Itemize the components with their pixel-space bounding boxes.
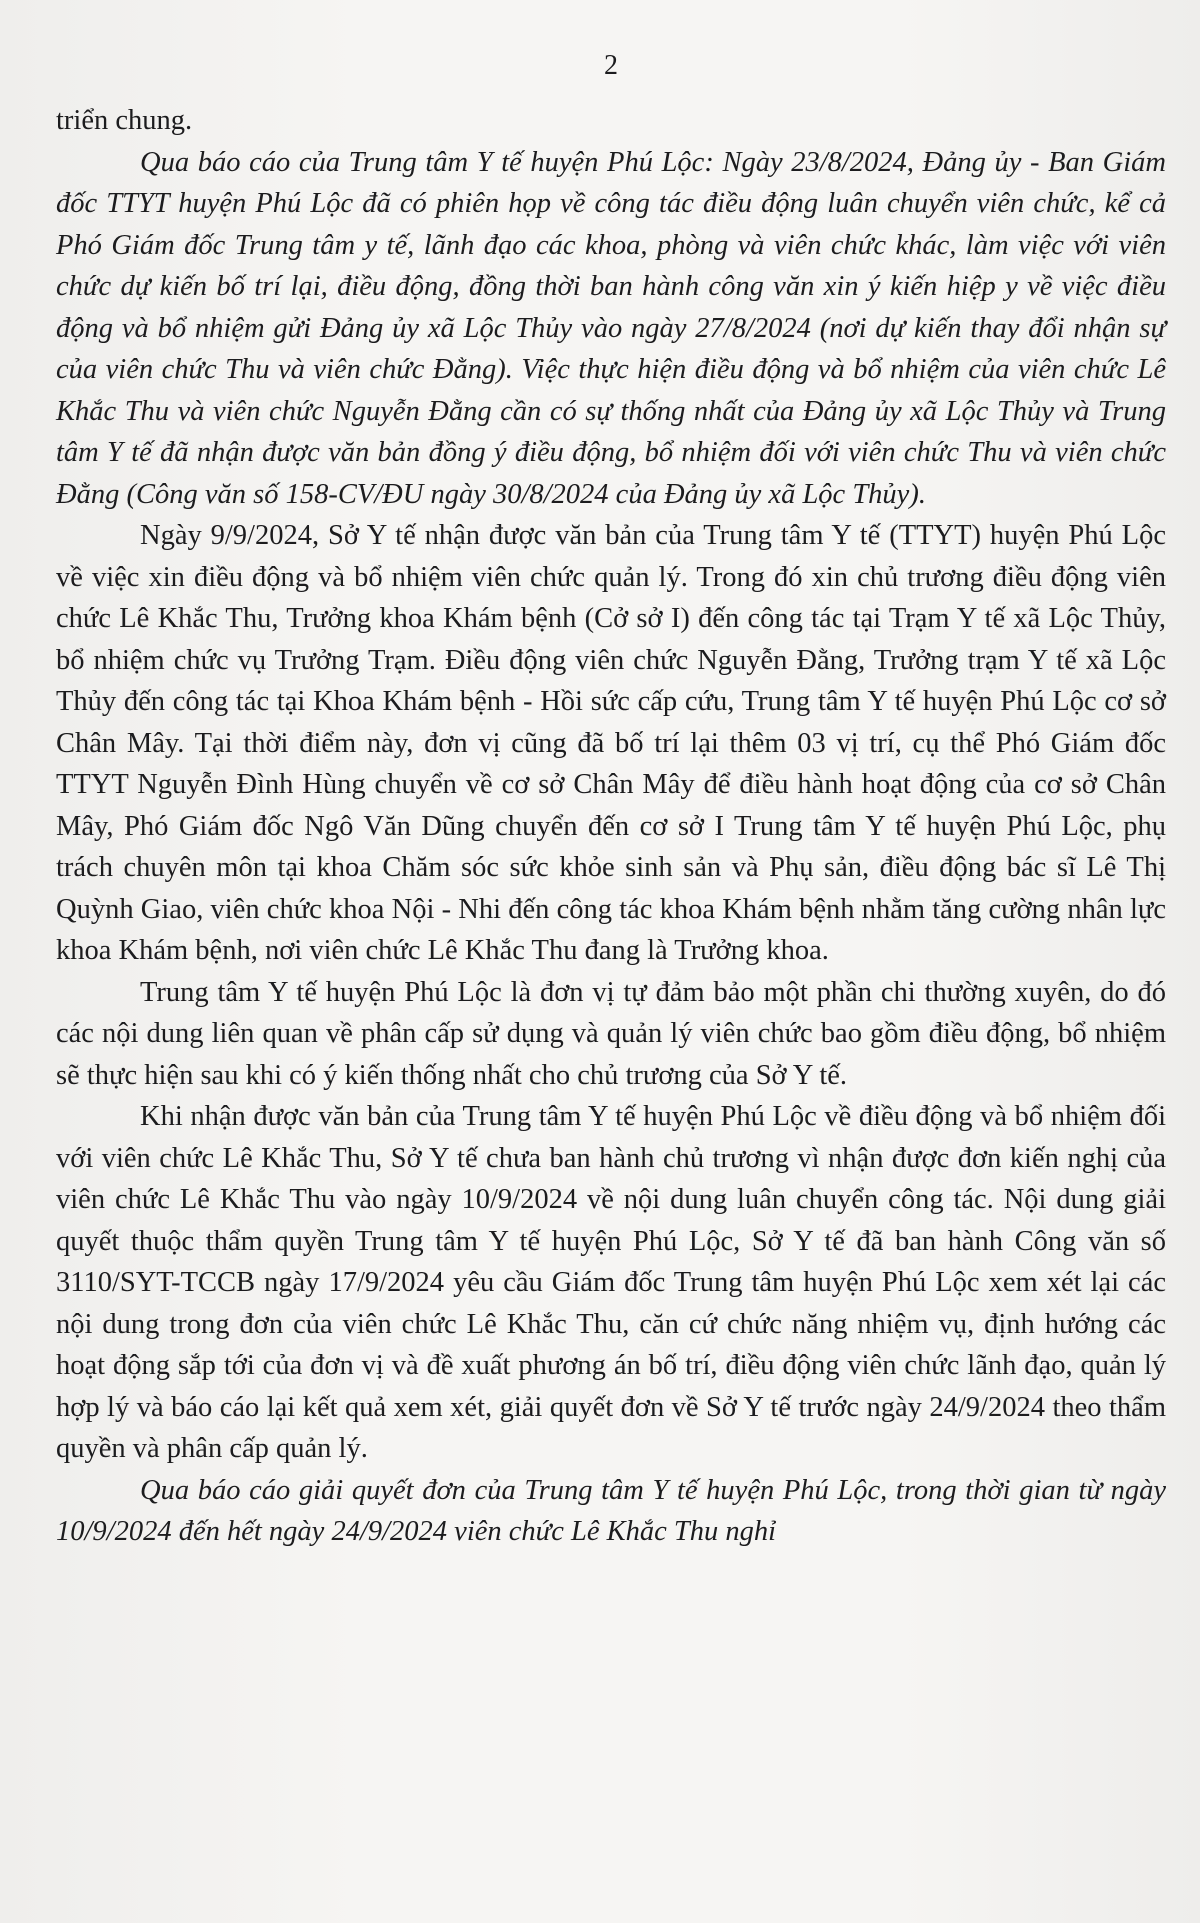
page-number: 2 (604, 50, 618, 81)
document-body (56, 100, 1166, 1553)
paragraph-department-response: Khi nhận được văn bản của Trung tâm Y tế huyện Phú Lộc về điều động và bổ nhiệm đối với viên chức Lê Khắc Thu, Sở Y tế chưa ban hành chủ trương vì nhận được đơn kiến nghị của viên chức Lê Khắc Thu vào ngày 10/9/2024 về nội dung luân chuyển công tác. Nội dung giải quyết thuộc thẩm quyền Trung tâm Y tế huyện Phú Lộc, Sở Y tế đã ban hành Công văn số 3110/SYT-TCCB ngày 17/9/2024 yêu cầu Giám đốc Trung tâm huyện Phú Lộc xem xét lại các nội dung trong đơn của viên chức Lê Khắc Thu, căn cứ chức năng nhiệm vụ, định hướng các hoạt động sắp tới của đơn vị và đề xuất phương án bố trí, điều động viên chức lãnh đạo, quản lý hợp lý và báo cáo lại kết quả xem xét, giải quyết đơn về Sở Y tế trước ngày 24/9/2024 theo thẩm quyền và phân cấp quản lý. (56, 1101, 1166, 1464)
paragraph-continuation: triển chung. (56, 105, 193, 136)
paragraph-report-summary: Qua báo cáo của Trung tâm Y tế huyện Phú Lộc: Ngày 23/8/2024, Đảng ủy - Ban Giám đốc TTYT huyện Phú Lộc đã có phiên họp về công tác điều động luân chuyển viên chức, kể cả Phó Giám đốc Trung tâm y tế, lãnh đạo các khoa, phòng và viên chức khác, làm việc với viên chức dự kiến bố trí lại, điều động, đồng thời ban hành công văn xin ý kiến hiệp y về việc điều động và bổ nhiệm gửi Đảng ủy xã Lộc Thủy vào ngày 27/8/2024 (nơi dự kiến thay đổi nhận sự của viên chức Thu và viên chức Đằng). Việc thực hiện điều động và bổ nhiệm của viên chức Lê Khắc Thu và viên chức Nguyễn Đằng cần có sự thống nhất của Đảng ủy xã Lộc Thủy và Trung tâm Y tế đã nhận được văn bản đồng ý điều động, bổ nhiệm đối với viên chức Thu và viên chức Đằng (Công văn số 158-CV/ĐU ngày 30/8/2024 của Đảng ủy xã Lộc Thủy). (56, 146, 1166, 510)
paragraph-complaint-resolution: Qua báo cáo giải quyết đơn của Trung tâm Y tế huyện Phú Lộc, trong thời gian từ ngày 10/9/2024 đến hết ngày 24/9/2024 viên chức Lê Khắc Thu nghỉ (56, 1474, 1166, 1547)
paragraph-request-transfer: Ngày 9/9/2024, Sở Y tế nhận được văn bản của Trung tâm Y tế (TTYT) huyện Phú Lộc về việc xin điều động và bổ nhiệm viên chức quản lý. Trong đó xin chủ trương điều động viên chức Lê Khắc Thu, Trưởng khoa Khám bệnh (Cở sở I) đến công tác tại Trạm Y tế xã Lộc Thủy, bổ nhiệm chức vụ Trưởng Trạm. Điều động viên chức Nguyễn Đằng, Trưởng trạm Y tế xã Lộc Thủy đến công tác tại Khoa Khám bệnh - Hồi sức cấp cứu, Trung tâm Y tế huyện Phú Lộc cơ sở Chân Mây. Tại thời điểm này, đơn vị cũng đã bố trí lại thêm 03 vị trí, cụ thể Phó Giám đốc TTYT Nguyễn Đình Hùng chuyển về cơ sở Chân Mây để điều hành hoạt động của cơ sở Chân Mây, Phó Giám đốc Ngô Văn Dũng chuyển đến cơ sở I Trung tâm Y tế huyện Phú Lộc, phụ trách chuyên môn tại khoa Chăm sóc sức khỏe sinh sản và Phụ sản, điều động bác sĩ Lê Thị Quỳnh Giao, viên chức khoa Nội - Nhi đến công tác khoa Khám bệnh nhằm tăng cường nhân lực khoa Khám bệnh, nơi viên chức Lê Khắc Thu đang là Trưởng khoa. (56, 520, 1166, 966)
paragraph-self-financing: Trung tâm Y tế huyện Phú Lộc là đơn vị tự đảm bảo một phần chi thường xuyên, do đó các nội dung liên quan về phân cấp sử dụng và quản lý viên chức bao gồm điều động, bổ nhiệm sẽ thực hiện sau khi có ý kiến thống nhất cho chủ trương của Sở Y tế. (56, 976, 1166, 1091)
